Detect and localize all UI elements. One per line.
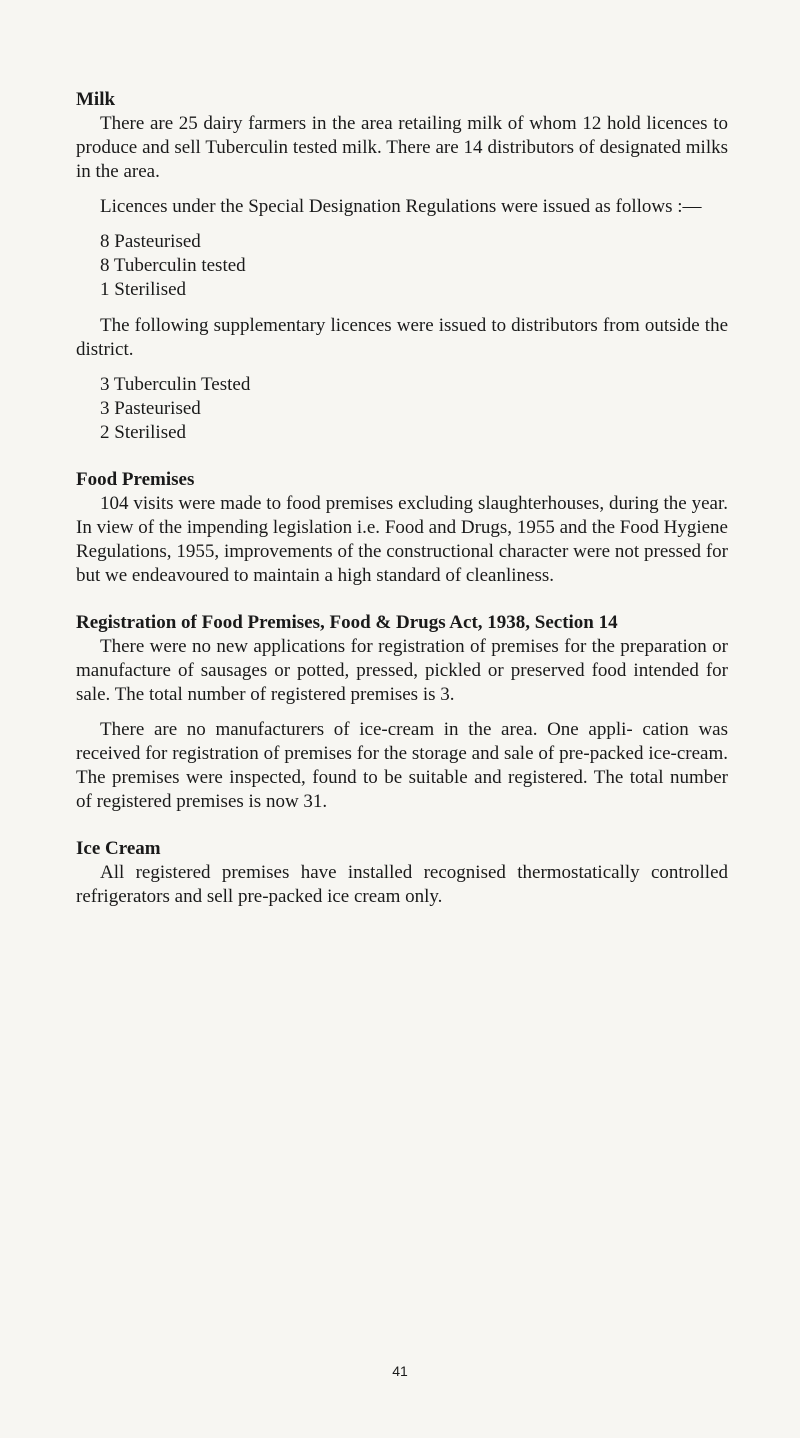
- supplementary-licence-list: [76, 373, 728, 445]
- milk-paragraph-2: Licences under the Special Designation Regulations were issued as follows :—: [100, 196, 702, 217]
- list-item: 8 Pasteurised: [100, 231, 201, 252]
- section-heading-registration: Registration of Food Premises, Food & Drugs Act, 1938, Section 14: [76, 612, 618, 633]
- section-heading-milk: Milk: [76, 89, 116, 110]
- list-item: 3 Tuberculin Tested: [100, 374, 251, 395]
- section-milk: [76, 88, 728, 445]
- registration-paragraph-1: There were no new applications for registration of premises for the preparation or manufacture of sausages or potted, pressed, pickled or preserved food intended for sale. The total number of registered premises is 3.: [76, 636, 728, 705]
- milk-paragraph-3: The following supplementary licences were issued to distributors from outside the district.: [76, 315, 728, 360]
- list-item: 8 Tuberculin tested: [100, 255, 246, 276]
- list-item: 3 Pasteurised: [100, 398, 201, 419]
- section-ice-cream: [76, 837, 728, 909]
- page-number: 41: [392, 1363, 408, 1379]
- registration-paragraph-2: There are no manufacturers of ice-cream in the area. One appli- cation was received for registration of premises for the storage and sale of pre-packed ice-cream. The premises were inspected, found to be suitable and registered. The total number of registered premises is now 31.: [76, 719, 728, 812]
- section-heading-food-premises: Food Premises: [76, 469, 195, 490]
- page-content: [76, 88, 728, 909]
- section-registration: [76, 611, 728, 814]
- food-premises-paragraph-1: 104 visits were made to food premises excluding slaughterhouses, during the year. In view of the impending legislation i.e. Food and Drugs, 1955 and the Food Hygiene Regulations, 1955, improvements of the constructional character were not pressed for but we endeavoured to maintain a high standard of cleanliness.: [76, 493, 728, 586]
- section-heading-ice-cream: Ice Cream: [76, 838, 161, 859]
- list-item: 1 Sterilised: [100, 279, 187, 300]
- section-food-premises: [76, 468, 728, 588]
- list-item: 2 Sterilised: [100, 422, 187, 443]
- milk-paragraph-1: There are 25 dairy farmers in the area retailing milk of whom 12 hold licences to produce and sell Tuberculin tested milk. There are 14 distributors of designated milks in the area.: [76, 113, 728, 182]
- ice-cream-paragraph-1: All registered premises have installed recognised thermostatically controlled refrigerators and sell pre-packed ice cream only.: [76, 862, 728, 907]
- special-designation-licence-list: [76, 230, 728, 302]
